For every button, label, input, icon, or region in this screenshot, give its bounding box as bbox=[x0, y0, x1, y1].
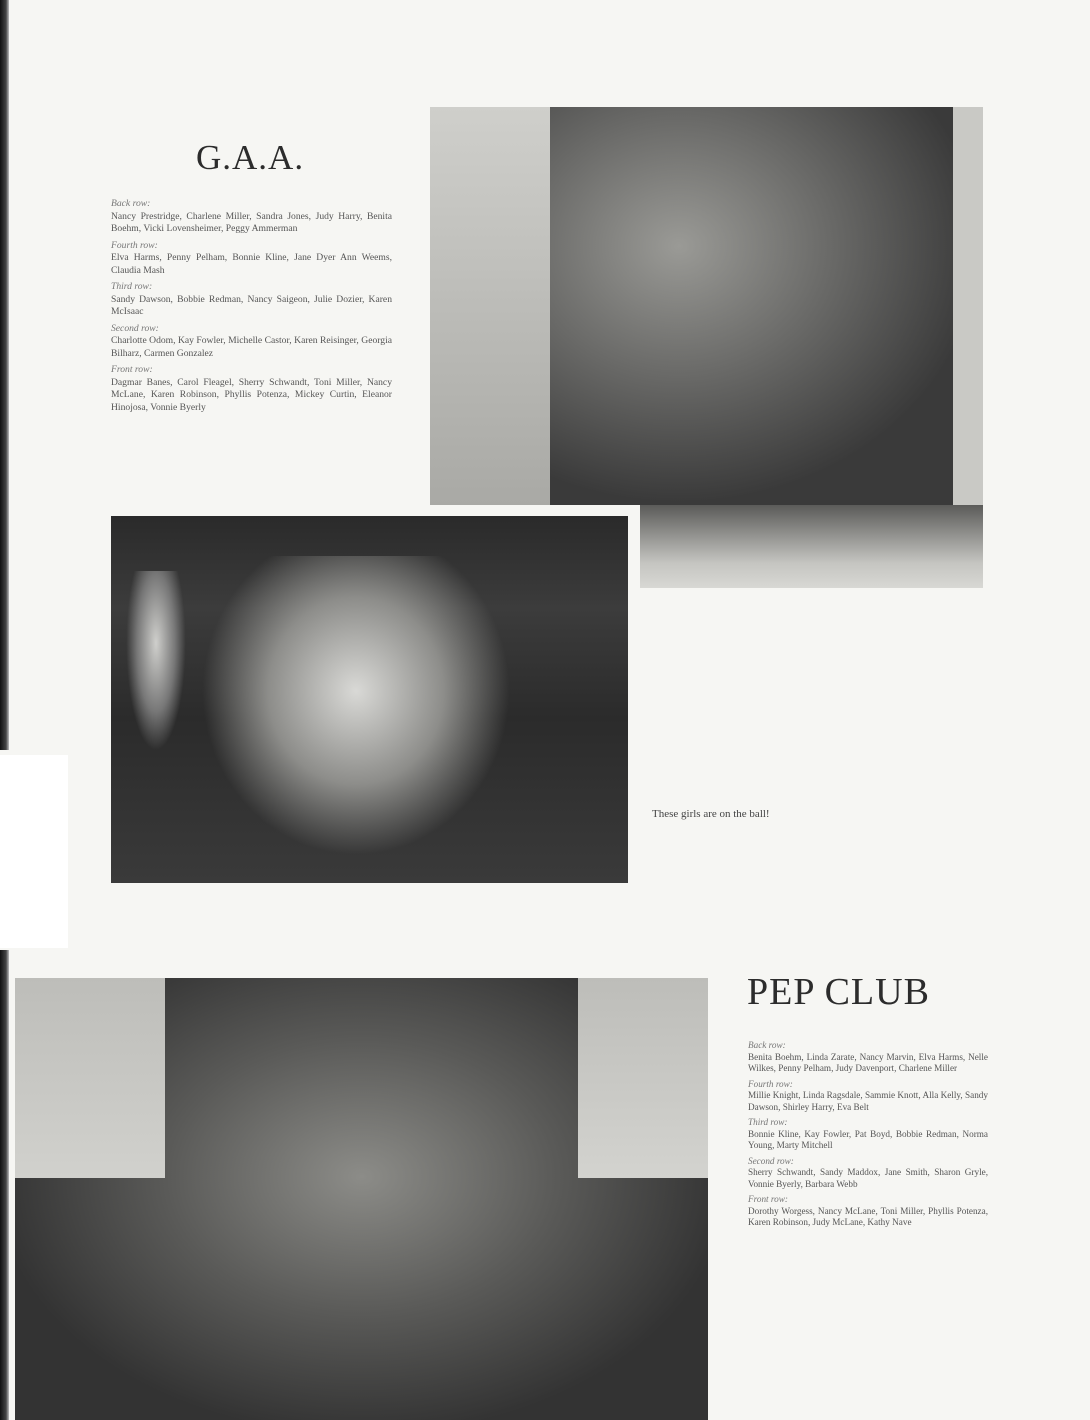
photo-wall bbox=[15, 978, 165, 1178]
gaa-roster bbox=[111, 194, 392, 414]
basketball-action-photo bbox=[111, 516, 628, 883]
photo-wall bbox=[430, 107, 550, 505]
roster-row-label: Third row: bbox=[748, 1117, 788, 1127]
roster-row-names: Sherry Schwandt, Sandy Maddox, Jane Smith, Sharon Gryle, Vonnie Byerly, Barbara Webb bbox=[748, 1167, 988, 1189]
roster-row-label: Second row: bbox=[748, 1155, 794, 1166]
roster-row-label: Third row: bbox=[111, 281, 153, 292]
roster-row-names: Charlotte Odom, Kay Fowler, Michelle Castor, Karen Reisinger, Georgia Bilharz, Carmen Gonzalez bbox=[111, 335, 392, 359]
roster-row-label: Second row: bbox=[111, 322, 159, 334]
roster-row-label: Front row: bbox=[111, 364, 153, 375]
pep-club-roster bbox=[748, 1036, 988, 1229]
roster-row-names: Dorothy Worgess, Nancy McLane, Toni Miller, Phyllis Potenza, Karen Robinson, Judy McLane, Kathy Nave bbox=[748, 1205, 988, 1227]
photo-wall bbox=[953, 107, 983, 505]
photo-wall bbox=[578, 978, 708, 1178]
page-white-patch bbox=[0, 755, 68, 948]
roster-row-label: Back row: bbox=[748, 1040, 786, 1050]
roster-row-label: Fourth row: bbox=[748, 1078, 793, 1089]
roster-row-names: Bonnie Kline, Kay Fowler, Pat Boyd, Bobbie Redman, Norma Young, Marty Mitchell bbox=[748, 1128, 988, 1150]
roster-row-names: Sandy Dawson, Bobbie Redman, Nancy Saigeon, Julie Dozier, Karen McIsaac bbox=[111, 293, 392, 317]
roster-row-label: Front row: bbox=[748, 1194, 788, 1204]
pep-club-group-photo bbox=[15, 978, 708, 1420]
photo-players bbox=[201, 556, 511, 856]
page-binding-edge-bottom bbox=[0, 950, 9, 1420]
roster-row-names: Millie Knight, Linda Ragsdale, Sammie Knott, Alla Kelly, Sandy Dawson, Shirley Harry, Eva Belt bbox=[748, 1090, 988, 1112]
gaa-group-photo-lower bbox=[640, 505, 983, 588]
gaa-group-photo bbox=[430, 107, 983, 505]
photo-caption: These girls are on the ball! bbox=[652, 808, 770, 820]
roster-row-names: Nancy Prestridge, Charlene Miller, Sandra Jones, Judy Harry, Benita Boehm, Vicki Lovensheimer, Peggy Ammerman bbox=[111, 210, 392, 234]
pep-club-title: PEP CLUB bbox=[747, 971, 930, 1013]
gaa-title: G.A.A. bbox=[196, 138, 305, 177]
roster-row-label: Fourth row: bbox=[111, 239, 158, 251]
page-binding-edge-top bbox=[0, 0, 9, 750]
roster-row-names: Elva Harms, Penny Pelham, Bonnie Kline, Jane Dyer Ann Weems, Claudia Mash bbox=[111, 252, 392, 276]
roster-row-names: Dagmar Banes, Carol Fleagel, Sherry Schwandt, Toni Miller, Nancy McLane, Karen Robinson, Phyllis Potenza, Mickey Curtin, Eleanor Hinojosa, Vonnie Byerly bbox=[111, 376, 392, 413]
roster-row-label: Back row: bbox=[111, 198, 151, 209]
photo-player-left bbox=[126, 571, 186, 751]
roster-row-names: Benita Boehm, Linda Zarate, Nancy Marvin, Elva Harms, Nelle Wilkes, Penny Pelham, Judy Davenport, Charlene Miller bbox=[748, 1051, 988, 1073]
